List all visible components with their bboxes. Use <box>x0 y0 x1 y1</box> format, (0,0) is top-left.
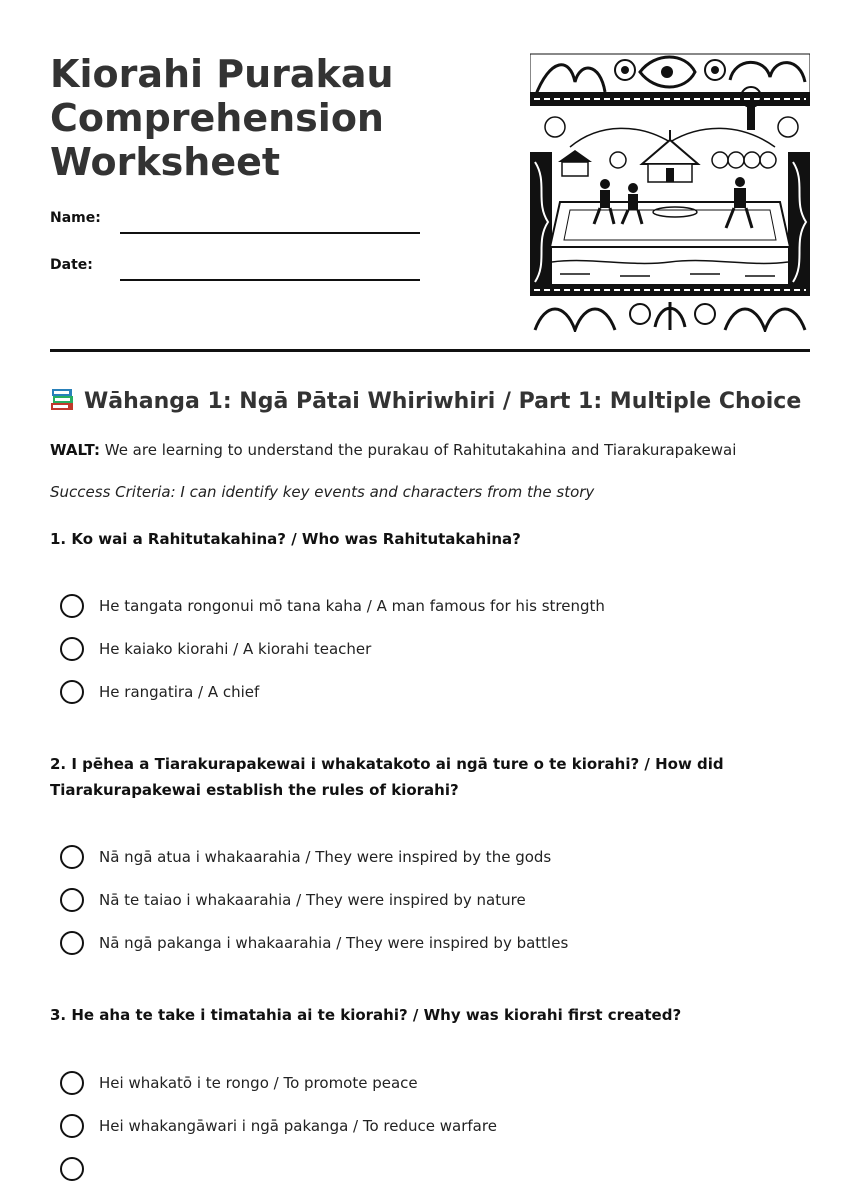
q1-option-a[interactable] <box>60 593 605 619</box>
radio-button[interactable] <box>60 888 84 912</box>
option-label: He kaiako kiorahi / A kiorahi teacher <box>99 640 372 658</box>
kiorahi-illustration <box>530 52 810 332</box>
option-label: Hei whakatō i te rongo / To promote peace <box>99 1074 418 1092</box>
option-label: Nā te taiao i whakaarahia / They were inspired by nature <box>99 891 526 909</box>
option-label: He rangatira / A chief <box>99 683 260 701</box>
q2-option-a[interactable] <box>60 844 551 870</box>
question-3: 3. He aha te take i timatahia ai te kiorahi? / Why was kiorahi first created? <box>50 1006 682 1024</box>
walt-label: WALT: <box>50 441 100 459</box>
q3-option-a[interactable] <box>60 1070 418 1096</box>
name-label: Name: <box>50 210 101 226</box>
name-line[interactable] <box>120 232 420 234</box>
q1-option-b[interactable] <box>60 636 371 662</box>
q3-option-c[interactable] <box>60 1156 99 1182</box>
radio-button[interactable] <box>60 594 84 618</box>
section-title-text: Wāhanga 1: Ngā Pātai Whiriwhiri / Part 1: Multiple Choice <box>84 389 802 414</box>
option-label: Hei whakangāwari i ngā pakanga / To reduce warfare <box>99 1117 497 1135</box>
q2-option-c[interactable] <box>60 930 568 956</box>
radio-button[interactable] <box>60 1114 84 1138</box>
question-2: 2. I pēhea a Tiarakurapakewai i whakatakoto ai ngā ture o te kiorahi? / How did Tiarakurapakewai establish the rules of kiorahi? <box>50 755 724 799</box>
option-label: He tangata rongonui mō tana kaha / A man famous for his strength <box>99 597 605 615</box>
radio-button[interactable] <box>60 637 84 661</box>
radio-button[interactable] <box>60 1071 84 1095</box>
q3-option-b[interactable] <box>60 1113 497 1139</box>
walt-statement <box>50 441 736 459</box>
books-icon <box>50 388 76 418</box>
worksheet-header <box>50 0 810 352</box>
question-1: 1. Ko wai a Rahitutakahina? / Who was Rahitutakahina? <box>50 530 521 548</box>
radio-button[interactable] <box>60 845 84 869</box>
radio-button[interactable] <box>60 931 84 955</box>
option-label: Nā ngā pakanga i whakaarahia / They were inspired by battles <box>99 934 569 952</box>
section-title <box>50 388 801 418</box>
date-line[interactable] <box>120 279 420 281</box>
page-title: Kiorahi Purakau Comprehension Worksheet <box>50 52 394 184</box>
walt-text: We are learning to understand the purakau of Rahitutakahina and Tiarakurapakewai <box>99 441 737 459</box>
q1-option-c[interactable] <box>60 679 259 705</box>
success-criteria: Success Criteria: I can identify key events and characters from the story <box>50 483 595 501</box>
radio-button[interactable] <box>60 680 84 704</box>
option-label: Nā ngā atua i whakaarahia / They were inspired by the gods <box>99 848 552 866</box>
date-label: Date: <box>50 257 93 273</box>
q2-option-b[interactable] <box>60 887 526 913</box>
